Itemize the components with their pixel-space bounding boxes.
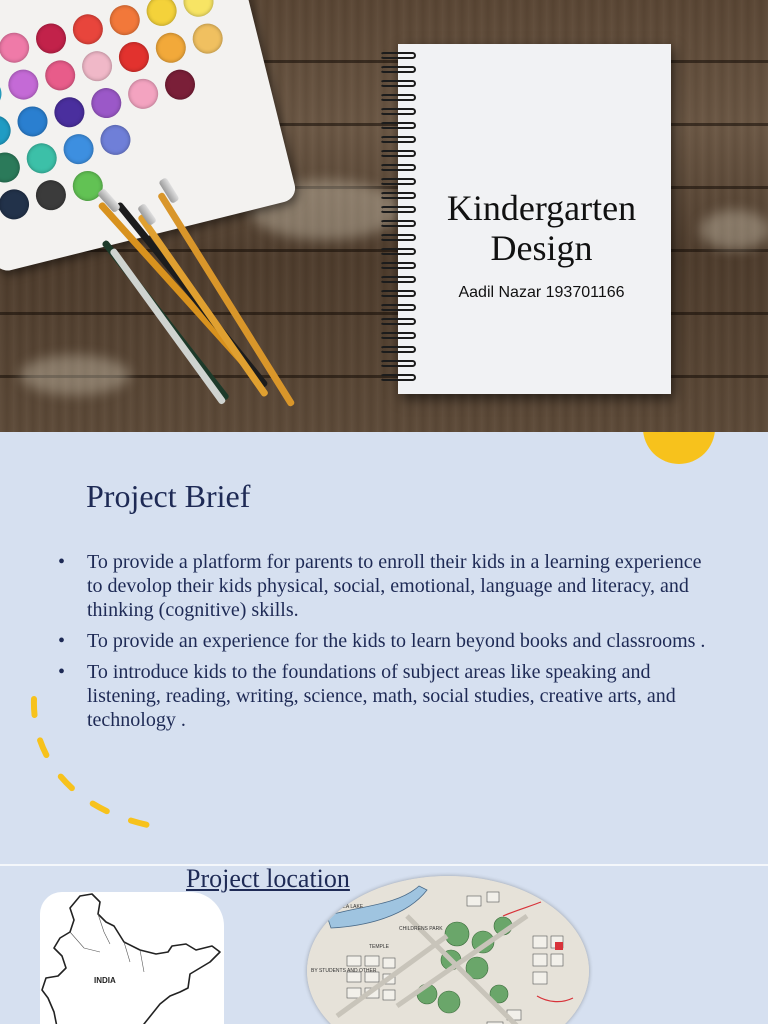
spiral-ring [380, 164, 416, 171]
spiral-ring [380, 94, 416, 101]
paint-pan [162, 66, 198, 102]
paint-pan [0, 149, 23, 185]
paint-pan [24, 140, 60, 176]
wood-highlight [700, 210, 768, 250]
bullet-icon: • [58, 551, 66, 573]
bullet-icon: • [58, 661, 66, 683]
india-map-icon [40, 892, 224, 1024]
paint-pan [125, 76, 161, 112]
paint-pan [180, 0, 216, 20]
spiral-ring [380, 360, 416, 367]
bullet-text: To provide an experience for the kids to learn beyond books and classrooms . [87, 630, 706, 652]
spiral-ring [380, 318, 416, 325]
paint-pan [0, 186, 32, 222]
cover-title-line1: Kindergarten [446, 188, 637, 228]
spiral-ring [380, 178, 416, 185]
site-plan-sketch [307, 876, 589, 1024]
cover-slide [0, 0, 768, 432]
bullet-icon: • [58, 630, 66, 652]
spiral-ring [380, 122, 416, 129]
paint-pan [70, 11, 106, 47]
paint-pan [190, 20, 226, 56]
spiral-ring [380, 276, 416, 283]
cover-title-line2: Design [490, 228, 593, 268]
paint-pan [97, 122, 133, 158]
paint-pan [79, 48, 115, 84]
paint-pan [14, 103, 50, 139]
paint-pan [116, 39, 152, 75]
spiral-ring [380, 374, 416, 381]
spiral-ring [380, 52, 416, 59]
spiral-ring [380, 346, 416, 353]
project-brief-slide [0, 432, 768, 864]
list-item [58, 629, 718, 653]
paint-pan [5, 66, 41, 102]
spiral-ring [380, 136, 416, 143]
yellow-circle-decoration [643, 432, 715, 464]
bullet-text: To introduce kids to the foundations of subject areas like speaking and listening, reading, writing, science, math, social studies, creative arts, and technology . [87, 661, 676, 731]
india-map-card [40, 892, 224, 1024]
bullet-text: To provide a platform for parents to enroll their kids in a learning experience to devolop their kids physical, social, emotional, language and literacy, and thinking (cognitive) skills. [87, 551, 702, 621]
paint-pan [88, 85, 124, 121]
site-label-temple: TEMPLE [369, 944, 390, 950]
paint-pan [107, 2, 143, 38]
paint-pan [0, 112, 14, 148]
paint-pan [33, 177, 69, 213]
location-title: Project location [186, 866, 350, 893]
cover-author: Aadil Nazar 193701166 [458, 284, 625, 301]
site-plan-drawing [307, 876, 589, 1024]
dashed-arc-decoration [22, 687, 172, 837]
site-label-park: CHILDRENS PARK [399, 926, 443, 932]
site-label-lake: ALLA LAKE [337, 904, 364, 910]
paint-pan [60, 131, 96, 167]
spiral-ring [380, 108, 416, 115]
list-item [58, 550, 718, 622]
brief-title: Project Brief [86, 478, 251, 514]
spiral-ring [380, 304, 416, 311]
project-location-slide [0, 866, 768, 1024]
paint-pan [153, 30, 189, 66]
spiral-ring [380, 332, 416, 339]
paint-pan [143, 0, 179, 29]
paint-pan [0, 30, 32, 66]
paint-pan [42, 57, 78, 93]
spiral-ring [380, 150, 416, 157]
wood-highlight [20, 355, 130, 395]
spiral-ring [380, 80, 416, 87]
map-label-india: INDIA [94, 976, 116, 985]
paint-pan [0, 76, 5, 112]
site-label-note: BY STUDENTS AND OTHER [311, 968, 377, 974]
paint-pan [51, 94, 87, 130]
cover-title [398, 188, 685, 268]
spiral-ring [380, 66, 416, 73]
paint-pan [33, 20, 69, 56]
